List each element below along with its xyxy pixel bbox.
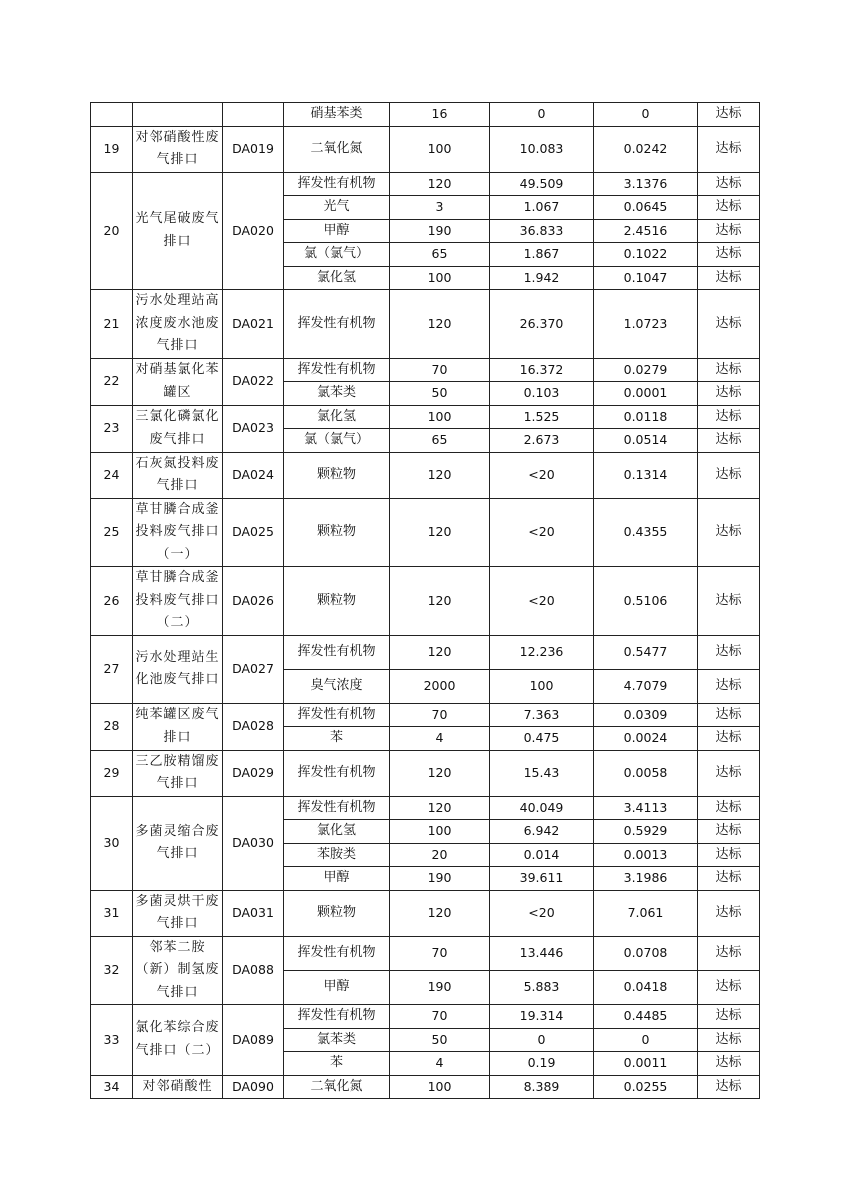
measured-concentration-cell: <20 xyxy=(490,498,594,567)
emission-limit-cell: 120 xyxy=(390,796,490,820)
emission-rate-cell: 0.0708 xyxy=(594,936,698,970)
emission-rate-cell: 0.0058 xyxy=(594,750,698,796)
emission-limit-cell: 100 xyxy=(390,1075,490,1099)
measured-concentration-cell: 40.049 xyxy=(490,796,594,820)
measured-concentration-cell: 0.19 xyxy=(490,1052,594,1076)
outlet-name-cell: 石灰氮投料废气排口 xyxy=(133,452,223,498)
pollutant-cell: 挥发性有机物 xyxy=(284,936,390,970)
pollutant-cell: 颗粒物 xyxy=(284,498,390,567)
emission-limit-cell: 190 xyxy=(390,219,490,243)
pollutant-cell: 甲醇 xyxy=(284,970,390,1004)
emission-limit-cell: 100 xyxy=(390,266,490,290)
measured-concentration-cell: 26.370 xyxy=(490,290,594,359)
measured-concentration-cell: 7.363 xyxy=(490,703,594,727)
outlet-code-cell: DA025 xyxy=(223,498,284,567)
outlet-code-cell: DA023 xyxy=(223,405,284,452)
emission-limit-cell: 3 xyxy=(390,196,490,220)
measured-concentration-cell: 12.236 xyxy=(490,635,594,669)
pollutant-cell: 光气 xyxy=(284,196,390,220)
table-row xyxy=(91,103,760,127)
compliance-status-cell: 达标 xyxy=(698,266,760,290)
measured-concentration-cell: 0.014 xyxy=(490,843,594,867)
emission-rate-cell: 0.0011 xyxy=(594,1052,698,1076)
pollutant-cell: 颗粒物 xyxy=(284,567,390,636)
table-row xyxy=(91,1075,760,1099)
emission-rate-cell: 0.0645 xyxy=(594,196,698,220)
pollutant-cell: 挥发性有机物 xyxy=(284,1005,390,1029)
outlet-code-cell: DA024 xyxy=(223,452,284,498)
serial-number-cell: 20 xyxy=(91,172,133,290)
emission-limit-cell: 190 xyxy=(390,970,490,1004)
serial-number-cell: 25 xyxy=(91,498,133,567)
table-row xyxy=(91,126,760,172)
emission-limit-cell: 70 xyxy=(390,1005,490,1029)
table-row xyxy=(91,498,760,567)
outlet-code-cell: DA029 xyxy=(223,750,284,796)
measured-concentration-cell: 19.314 xyxy=(490,1005,594,1029)
compliance-status-cell: 达标 xyxy=(698,290,760,359)
serial-number-cell: 26 xyxy=(91,567,133,636)
outlet-name-cell: 对邻硝酸性废气排口 xyxy=(133,126,223,172)
serial-number-cell: 32 xyxy=(91,936,133,1005)
emission-limit-cell: 120 xyxy=(390,290,490,359)
outlet-name-cell: 多菌灵烘干废气排口 xyxy=(133,890,223,936)
table-row xyxy=(91,750,760,796)
outlet-name-cell: 污水处理站生化池废气排口 xyxy=(133,635,223,703)
pollutant-cell: 苯 xyxy=(284,1052,390,1076)
outlet-code-cell: DA090 xyxy=(223,1075,284,1099)
pollutant-cell: 氯苯类 xyxy=(284,382,390,406)
outlet-name-cell: 草甘膦合成釜投料废气排口（二） xyxy=(133,567,223,636)
table-body xyxy=(91,103,760,1099)
emission-limit-cell: 4 xyxy=(390,1052,490,1076)
measured-concentration-cell: 0.103 xyxy=(490,382,594,406)
compliance-status-cell: 达标 xyxy=(698,727,760,751)
serial-number-cell: 29 xyxy=(91,750,133,796)
compliance-status-cell: 达标 xyxy=(698,820,760,844)
emission-limit-cell: 50 xyxy=(390,382,490,406)
emission-rate-cell: 0.5106 xyxy=(594,567,698,636)
emission-limit-cell: 100 xyxy=(390,405,490,429)
serial-number-cell: 19 xyxy=(91,126,133,172)
serial-number-cell: 24 xyxy=(91,452,133,498)
pollutant-cell: 苯胺类 xyxy=(284,843,390,867)
compliance-status-cell: 达标 xyxy=(698,382,760,406)
emission-rate-cell: 0.1314 xyxy=(594,452,698,498)
table-row xyxy=(91,567,760,636)
emission-rate-cell: 3.1376 xyxy=(594,172,698,196)
pollutant-cell: 氯（氯气） xyxy=(284,429,390,453)
emission-rate-cell: 4.7079 xyxy=(594,669,698,703)
emission-rate-cell: 0.5477 xyxy=(594,635,698,669)
compliance-status-cell: 达标 xyxy=(698,867,760,891)
compliance-status-cell: 达标 xyxy=(698,843,760,867)
outlet-name-cell: 氯化苯综合废气排口（二） xyxy=(133,1005,223,1076)
table-row xyxy=(91,172,760,196)
emission-rate-cell: 3.4113 xyxy=(594,796,698,820)
compliance-status-cell: 达标 xyxy=(698,172,760,196)
table-row xyxy=(91,635,760,669)
outlet-name-cell: 光气尾破废气排口 xyxy=(133,172,223,290)
table-row xyxy=(91,703,760,727)
measured-concentration-cell: 1.525 xyxy=(490,405,594,429)
outlet-name-cell: 纯苯罐区废气排口 xyxy=(133,703,223,750)
compliance-status-cell: 达标 xyxy=(698,1052,760,1076)
pollutant-cell: 氯苯类 xyxy=(284,1028,390,1052)
outlet-code-cell: DA021 xyxy=(223,290,284,359)
emission-rate-cell: 2.4516 xyxy=(594,219,698,243)
emission-rate-cell: 0.0514 xyxy=(594,429,698,453)
emission-rate-cell: 0.0001 xyxy=(594,382,698,406)
pollutant-cell: 挥发性有机物 xyxy=(284,635,390,669)
compliance-status-cell: 达标 xyxy=(698,970,760,1004)
pollutant-cell: 颗粒物 xyxy=(284,452,390,498)
pollutant-cell: 二氧化氮 xyxy=(284,126,390,172)
outlet-name-cell: 对邻硝酸性 xyxy=(133,1075,223,1099)
compliance-status-cell: 达标 xyxy=(698,498,760,567)
serial-number-cell: 33 xyxy=(91,1005,133,1076)
emission-rate-cell: 7.061 xyxy=(594,890,698,936)
pollutant-cell: 氯（氯气） xyxy=(284,243,390,267)
emission-rate-cell: 0.0118 xyxy=(594,405,698,429)
outlet-code-cell: DA031 xyxy=(223,890,284,936)
measured-concentration-cell: <20 xyxy=(490,567,594,636)
table-row xyxy=(91,358,760,382)
emission-monitoring-table xyxy=(90,102,760,1099)
emission-limit-cell: 65 xyxy=(390,243,490,267)
emission-rate-cell: 1.0723 xyxy=(594,290,698,359)
pollutant-cell: 颗粒物 xyxy=(284,890,390,936)
outlet-code-cell: DA019 xyxy=(223,126,284,172)
measured-concentration-cell: <20 xyxy=(490,890,594,936)
compliance-status-cell: 达标 xyxy=(698,669,760,703)
pollutant-cell: 氯化氢 xyxy=(284,266,390,290)
emission-rate-cell: 0 xyxy=(594,103,698,127)
compliance-status-cell: 达标 xyxy=(698,567,760,636)
compliance-status-cell: 达标 xyxy=(698,750,760,796)
measured-concentration-cell: 49.509 xyxy=(490,172,594,196)
emission-limit-cell: 120 xyxy=(390,452,490,498)
emission-limit-cell: 65 xyxy=(390,429,490,453)
outlet-name-cell: 对硝基氯化苯罐区 xyxy=(133,358,223,405)
measured-concentration-cell: 10.083 xyxy=(490,126,594,172)
measured-concentration-cell: 2.673 xyxy=(490,429,594,453)
emission-rate-cell: 0 xyxy=(594,1028,698,1052)
emission-rate-cell: 0.0255 xyxy=(594,1075,698,1099)
emission-limit-cell: 190 xyxy=(390,867,490,891)
emission-rate-cell: 0.0309 xyxy=(594,703,698,727)
table-row xyxy=(91,1005,760,1029)
outlet-name-cell: 多菌灵缩合废气排口 xyxy=(133,796,223,890)
serial-number-cell: 31 xyxy=(91,890,133,936)
emission-rate-cell: 0.1022 xyxy=(594,243,698,267)
pollutant-cell: 氯化氢 xyxy=(284,405,390,429)
serial-number-cell: 30 xyxy=(91,796,133,890)
emission-rate-cell: 0.0024 xyxy=(594,727,698,751)
pollutant-cell: 硝基苯类 xyxy=(284,103,390,127)
emission-limit-cell: 16 xyxy=(390,103,490,127)
compliance-status-cell: 达标 xyxy=(698,635,760,669)
emission-rate-cell: 0.0242 xyxy=(594,126,698,172)
emission-limit-cell: 4 xyxy=(390,727,490,751)
emission-limit-cell: 50 xyxy=(390,1028,490,1052)
pollutant-cell: 甲醇 xyxy=(284,867,390,891)
serial-number-cell: 34 xyxy=(91,1075,133,1099)
pollutant-cell: 挥发性有机物 xyxy=(284,796,390,820)
serial-number-cell: 27 xyxy=(91,635,133,703)
emission-rate-cell: 0.1047 xyxy=(594,266,698,290)
pollutant-cell: 挥发性有机物 xyxy=(284,703,390,727)
emission-limit-cell: 120 xyxy=(390,567,490,636)
outlet-code-cell xyxy=(223,103,284,127)
serial-number-cell: 23 xyxy=(91,405,133,452)
emission-limit-cell: 70 xyxy=(390,703,490,727)
emission-rate-cell: 0.0279 xyxy=(594,358,698,382)
measured-concentration-cell: 0.475 xyxy=(490,727,594,751)
emission-limit-cell: 2000 xyxy=(390,669,490,703)
pollutant-cell: 挥发性有机物 xyxy=(284,750,390,796)
measured-concentration-cell: 1.867 xyxy=(490,243,594,267)
measured-concentration-cell: 0 xyxy=(490,1028,594,1052)
emission-rate-cell: 0.4485 xyxy=(594,1005,698,1029)
outlet-code-cell: DA020 xyxy=(223,172,284,290)
compliance-status-cell: 达标 xyxy=(698,243,760,267)
outlet-code-cell: DA028 xyxy=(223,703,284,750)
emission-limit-cell: 120 xyxy=(390,172,490,196)
outlet-code-cell: DA030 xyxy=(223,796,284,890)
pollutant-cell: 苯 xyxy=(284,727,390,751)
outlet-name-cell: 三乙胺精馏废气排口 xyxy=(133,750,223,796)
pollutant-cell: 氯化氢 xyxy=(284,820,390,844)
pollutant-cell: 甲醇 xyxy=(284,219,390,243)
emission-limit-cell: 120 xyxy=(390,635,490,669)
measured-concentration-cell: 100 xyxy=(490,669,594,703)
emission-limit-cell: 120 xyxy=(390,750,490,796)
emission-limit-cell: 120 xyxy=(390,890,490,936)
measured-concentration-cell: 1.942 xyxy=(490,266,594,290)
emission-limit-cell: 100 xyxy=(390,126,490,172)
emission-limit-cell: 70 xyxy=(390,358,490,382)
pollutant-cell: 挥发性有机物 xyxy=(284,172,390,196)
compliance-status-cell: 达标 xyxy=(698,936,760,970)
serial-number-cell: 28 xyxy=(91,703,133,750)
measured-concentration-cell: 0 xyxy=(490,103,594,127)
compliance-status-cell: 达标 xyxy=(698,103,760,127)
compliance-status-cell: 达标 xyxy=(698,890,760,936)
measured-concentration-cell: 1.067 xyxy=(490,196,594,220)
serial-number-cell xyxy=(91,103,133,127)
compliance-status-cell: 达标 xyxy=(698,358,760,382)
emission-rate-cell: 3.1986 xyxy=(594,867,698,891)
outlet-code-cell: DA089 xyxy=(223,1005,284,1076)
compliance-status-cell: 达标 xyxy=(698,126,760,172)
table-row xyxy=(91,452,760,498)
outlet-name-cell xyxy=(133,103,223,127)
outlet-code-cell: DA088 xyxy=(223,936,284,1005)
measured-concentration-cell: <20 xyxy=(490,452,594,498)
table-row xyxy=(91,796,760,820)
measured-concentration-cell: 5.883 xyxy=(490,970,594,1004)
compliance-status-cell: 达标 xyxy=(698,429,760,453)
measured-concentration-cell: 6.942 xyxy=(490,820,594,844)
emission-limit-cell: 20 xyxy=(390,843,490,867)
emission-rate-cell: 0.0013 xyxy=(594,843,698,867)
table-row xyxy=(91,290,760,359)
compliance-status-cell: 达标 xyxy=(698,219,760,243)
outlet-code-cell: DA026 xyxy=(223,567,284,636)
compliance-status-cell: 达标 xyxy=(698,796,760,820)
serial-number-cell: 21 xyxy=(91,290,133,359)
pollutant-cell: 臭气浓度 xyxy=(284,669,390,703)
emission-limit-cell: 70 xyxy=(390,936,490,970)
compliance-status-cell: 达标 xyxy=(698,1005,760,1029)
measured-concentration-cell: 36.833 xyxy=(490,219,594,243)
emission-rate-cell: 0.4355 xyxy=(594,498,698,567)
measured-concentration-cell: 13.446 xyxy=(490,936,594,970)
pollutant-cell: 挥发性有机物 xyxy=(284,358,390,382)
outlet-name-cell: 草甘膦合成釜投料废气排口（一） xyxy=(133,498,223,567)
pollutant-cell: 挥发性有机物 xyxy=(284,290,390,359)
emission-rate-cell: 0.0418 xyxy=(594,970,698,1004)
compliance-status-cell: 达标 xyxy=(698,703,760,727)
outlet-code-cell: DA022 xyxy=(223,358,284,405)
table-row xyxy=(91,936,760,970)
emission-limit-cell: 120 xyxy=(390,498,490,567)
emission-rate-cell: 0.5929 xyxy=(594,820,698,844)
compliance-status-cell: 达标 xyxy=(698,452,760,498)
serial-number-cell: 22 xyxy=(91,358,133,405)
table-row xyxy=(91,405,760,429)
outlet-name-cell: 三氯化磷氯化废气排口 xyxy=(133,405,223,452)
outlet-name-cell: 污水处理站高浓度废水池废气排口 xyxy=(133,290,223,359)
measured-concentration-cell: 39.611 xyxy=(490,867,594,891)
emission-limit-cell: 100 xyxy=(390,820,490,844)
pollutant-cell: 二氧化氮 xyxy=(284,1075,390,1099)
measured-concentration-cell: 15.43 xyxy=(490,750,594,796)
measured-concentration-cell: 8.389 xyxy=(490,1075,594,1099)
compliance-status-cell: 达标 xyxy=(698,1028,760,1052)
outlet-code-cell: DA027 xyxy=(223,635,284,703)
outlet-name-cell: 邻苯二胺（新）制氢废气排口 xyxy=(133,936,223,1005)
measured-concentration-cell: 16.372 xyxy=(490,358,594,382)
compliance-status-cell: 达标 xyxy=(698,405,760,429)
compliance-status-cell: 达标 xyxy=(698,1075,760,1099)
table-row xyxy=(91,890,760,936)
compliance-status-cell: 达标 xyxy=(698,196,760,220)
